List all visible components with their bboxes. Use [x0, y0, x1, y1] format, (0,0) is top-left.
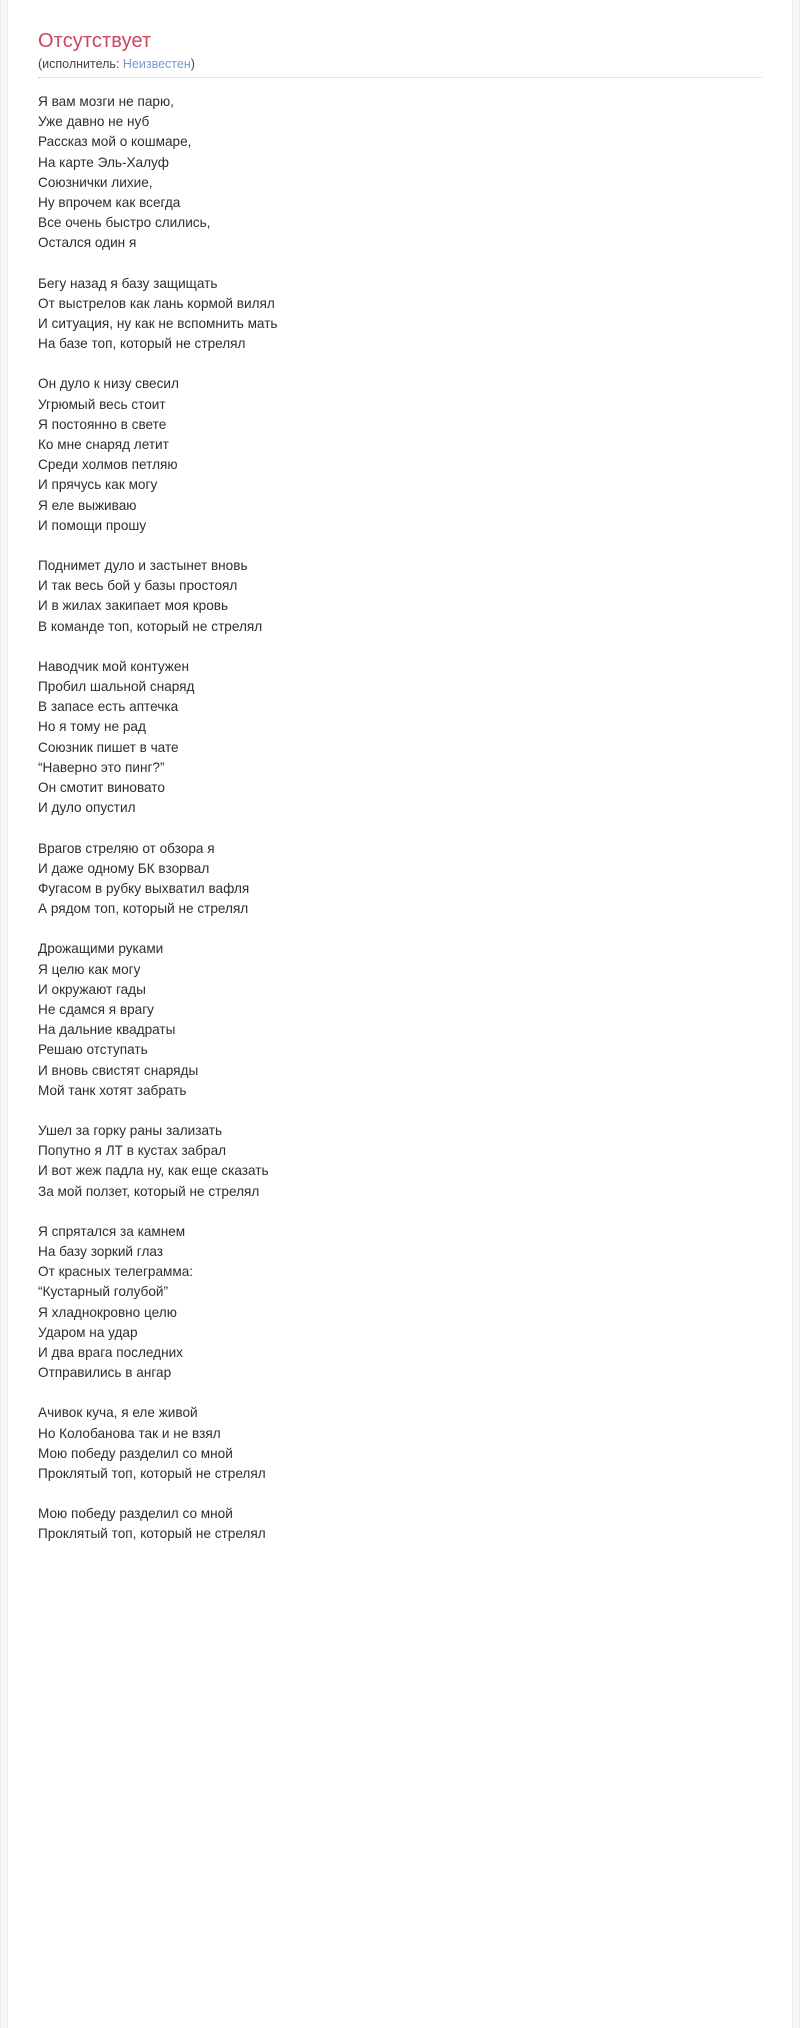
lyrics-line: Ачивок куча, я еле живой — [38, 1405, 198, 1421]
lyrics-line: На дальние квадраты — [38, 1022, 176, 1038]
lyrics-line: Я еле выживаю — [38, 497, 137, 513]
lyrics-line: Дрожащими руками — [38, 941, 164, 957]
lyrics-line: Рассказ мой о кошмаре, — [38, 134, 192, 150]
lyrics-line: Он дуло к низу свесил — [38, 376, 179, 392]
lyrics-line: Угрюмый весь стоит — [38, 396, 166, 412]
lyrics-line: Остался один я — [38, 235, 137, 251]
lyrics-line: Попутно я ЛТ в кустах забрал — [38, 1143, 227, 1159]
lyrics-line: И прячусь как могу — [38, 477, 158, 493]
lyrics-stanza — [38, 1222, 770, 1384]
lyrics-line: На карте Эль-Халуф — [38, 154, 169, 170]
lyrics-line: Поднимет дуло и застынет вновь — [38, 558, 248, 574]
divider — [38, 77, 762, 78]
lyrics-line: Ко мне снаряд летит — [38, 437, 169, 453]
lyrics-line: И два врага последних — [38, 1344, 183, 1360]
lyrics-stanza — [38, 556, 770, 637]
lyrics-line: Но Колобанова так и не взял — [38, 1425, 221, 1441]
lyrics-line: Уже давно не нуб — [38, 114, 150, 130]
lyrics-line: Мою победу разделил со мной — [38, 1506, 233, 1522]
lyrics-line: Союзнички лихие, — [38, 174, 153, 190]
lyrics-line: Пробил шальной снаряд — [38, 679, 195, 695]
lyrics-line: И в жилах закипает моя кровь — [38, 598, 229, 614]
lyrics-line: Отправились в ангар — [38, 1365, 172, 1381]
lyrics-line: Проклятый топ, который не стрелял — [38, 1465, 266, 1481]
lyrics-line: И вновь свистят снаряды — [38, 1062, 199, 1078]
lyrics-line: Я хладнокровно целю — [38, 1304, 177, 1320]
lyrics-line: Врагов стреляю от обзора я — [38, 840, 215, 856]
lyrics-line: И даже одному БК взорвал — [38, 860, 210, 876]
lyrics-stanza — [38, 1403, 770, 1484]
lyrics-line: Ушел за горку раны зализать — [38, 1122, 223, 1138]
lyrics-stanza — [38, 92, 770, 254]
page-edge-right — [792, 0, 800, 2028]
lyrics-line: За мой ползет, который не стрелял — [38, 1183, 260, 1199]
lyrics-stanza — [38, 839, 770, 920]
lyrics-line: А рядом топ, который не стрелял — [38, 901, 249, 917]
lyrics-line: Я спрятался за камнем — [38, 1223, 186, 1239]
artist-prefix-label: (исполнитель: — [38, 57, 123, 71]
lyrics-line: Фугасом в рубку выхватил вафля — [38, 880, 250, 896]
lyrics-line: Наводчик мой контужен — [38, 658, 189, 674]
lyrics-line: Мою победу разделил со мной — [38, 1445, 233, 1461]
lyrics-line: Я целю как могу — [38, 961, 141, 977]
lyrics-line: И окружают гады — [38, 981, 146, 997]
lyrics-line: Бегу назад я базу защищать — [38, 275, 218, 291]
artist-line — [38, 57, 770, 71]
lyrics-line: Союзник пишет в чате — [38, 739, 179, 755]
lyrics-line: Он смотит виновато — [38, 780, 165, 796]
lyrics-line: Не сдамся я врагу — [38, 1001, 154, 1017]
lyrics-line: “Наверно это пинг?” — [38, 759, 165, 775]
artist-link[interactable]: Неизвестен — [122, 57, 191, 71]
lyrics-stanza — [38, 374, 770, 536]
lyrics-stanza — [38, 274, 770, 355]
lyrics-line: Мой танк хотят забрать — [38, 1082, 187, 1098]
lyrics-line: Среди холмов петляю — [38, 457, 178, 473]
lyrics-line: На базу зоркий глаз — [38, 1243, 164, 1259]
artist-suffix-label: ) — [190, 57, 195, 71]
lyrics-line: В запасе есть аптечка — [38, 699, 179, 715]
lyrics-line: Ну впрочем как всегда — [38, 195, 181, 211]
page-edge-left — [0, 0, 8, 2028]
lyrics-line: На базе топ, который не стрелял — [38, 336, 246, 352]
lyrics-stanza — [38, 939, 770, 1101]
lyrics-line: От красных телеграмма: — [38, 1264, 194, 1280]
lyrics-line: Ударом на удар — [38, 1324, 138, 1340]
lyrics-stanza — [38, 1504, 770, 1544]
lyrics-line: И так весь бой у базы простоял — [38, 578, 238, 594]
lyrics-line: В команде топ, который не стрелял — [38, 618, 263, 634]
lyrics-line: Все очень быстро слились, — [38, 215, 211, 231]
lyrics-line: И дуло опустил — [38, 800, 136, 816]
lyrics-line: От выстрелов как лань кормой вилял — [38, 295, 275, 311]
lyrics-body — [38, 92, 770, 1545]
lyrics-line: И ситуация, ну как не вспомнить мать — [38, 316, 278, 332]
lyrics-line: И помощи прошу — [38, 517, 147, 533]
lyrics-line: Я вам мозги не парю, — [38, 94, 174, 109]
page-title: Отсутствует — [38, 30, 152, 52]
lyrics-line: Решаю отступать — [38, 1042, 148, 1058]
lyrics-stanza — [38, 657, 770, 819]
lyrics-line: И вот жеж падла ну, как еще сказать — [38, 1163, 269, 1179]
lyrics-line: Я постоянно в свете — [38, 416, 167, 432]
lyrics-line: “Кустарный голубой” — [38, 1284, 168, 1300]
lyrics-stanza — [38, 1121, 770, 1202]
lyrics-line: Проклятый топ, который не стрелял — [38, 1526, 266, 1542]
lyrics-line: Но я тому не рад — [38, 719, 146, 735]
